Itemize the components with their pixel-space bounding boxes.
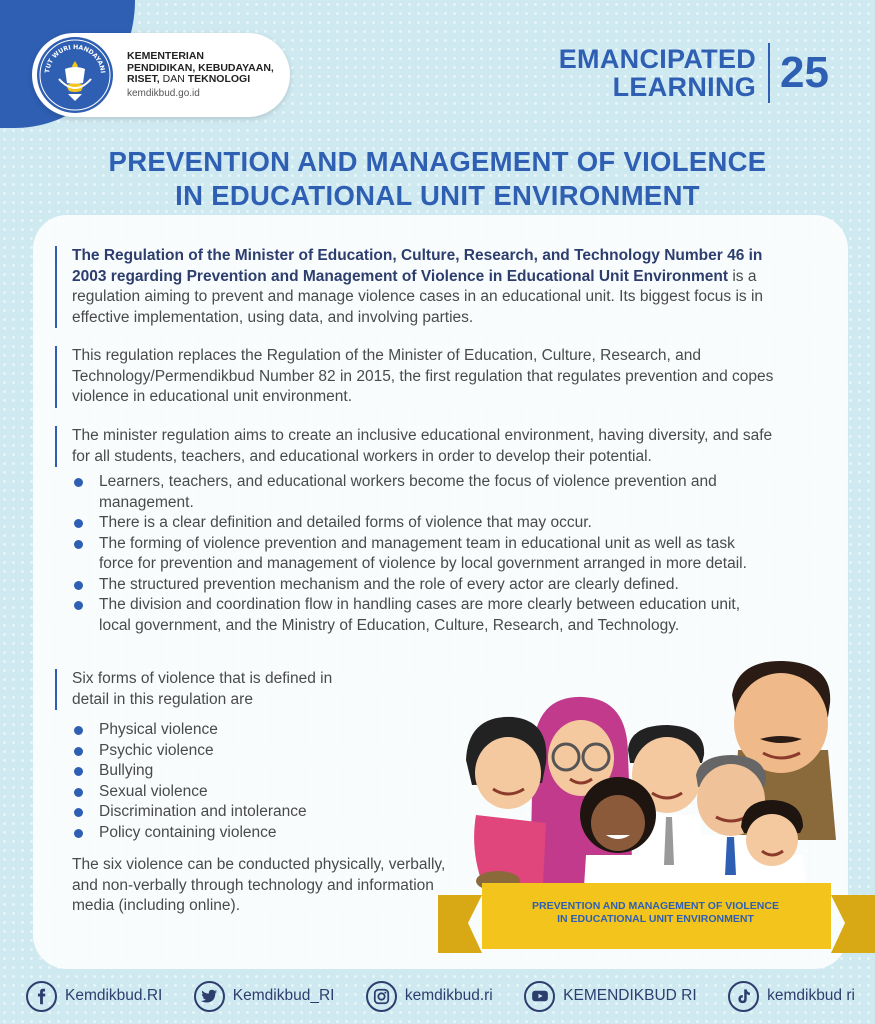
aim-paragraph: The minister regulation aims to create an inclusive educational environment, having diversity, and safe for all students, teachers, and educational workers in order to develop their potential. [55,426,792,467]
ministry-name [127,51,292,99]
youtube-icon [524,981,555,1012]
intro-paragraph [55,246,792,328]
list-item [72,575,772,596]
bullet-icon [74,540,83,549]
ministry-logo[interactable] [32,33,290,117]
bullet-icon [74,829,83,838]
aim-text: The forming of violence prevention and management team in educational unit as well as task force for prevention and management of violence by local government arranged in more detail. [99,534,747,572]
small-girl-figure [740,800,806,887]
banner-title [484,900,827,926]
banner-line2: IN EDUCATIONAL UNIT ENVIRONMENT [557,913,754,925]
facebook-link[interactable] [26,981,162,1012]
list-item [72,782,412,803]
bullet-icon [74,519,83,528]
instagram-handle: kemdikbud.ri [404,987,493,1004]
series-title-line2: LEARNING [612,72,757,102]
aim-text: There is a clear definition and detailed forms of violence that may occur. [99,514,592,531]
regulation-name: The Regulation of the Minister of Education, Culture, Research, and Technology Number 46 in 2003 regarding Prevention and Management of Violence in Educational Unit Environment [72,247,763,285]
list-item [72,720,412,741]
form-text: Policy containing violence [99,823,277,841]
list-item [72,741,412,762]
aim-text: Learners, teachers, and educational workers become the focus of violence prevention and management. [99,473,717,511]
series-title-line1: EMANCIPATED [558,44,757,74]
list-item [72,823,412,844]
ministry-line-3a: RISET, [127,73,160,85]
emblem-motto: TUT WURI HANDAYANI [44,43,106,74]
series-label [559,43,829,103]
bullet-icon [74,581,83,590]
curly-boy-figure [580,777,656,887]
page-title-line1: PREVENTION AND MANAGEMENT OF VIOLENCE [108,146,767,177]
aim-text: The division and coordination flow in handling cases are more clearly between education unit, local government, and the Ministry of Education, Culture, Research, and Technology. [99,596,741,634]
forms-intro: Six forms of violence that is defined in detail in this regulation are [55,669,362,710]
intro-text: is a regulation aiming to prevent and manage violence cases in an educational unit. Its biggest focus is in effective implementation, using data, and involving parties. [72,267,764,326]
ministry-line-3 [127,74,292,86]
aims-list [72,472,772,636]
replacement-paragraph: This regulation replaces the Regulation of the Minister of Education, Culture, Research, and Technology/Permendikbud Number 82 in 2015, the first regulation that regulates prevention and copes violence in educational unit environment. [55,346,792,408]
instagram-icon [366,981,397,1012]
series-title [559,45,756,101]
closing-paragraph: The six violence can be conducted physically, verbally, and non-verbally through technology and information media (including online). [72,856,446,914]
series-divider [768,43,770,103]
forms-list [72,720,412,843]
page-title [0,145,875,213]
list-item [72,761,412,782]
form-text: Bullying [99,762,154,779]
bullet-icon [74,747,83,756]
list-item [72,534,772,575]
youtube-link[interactable] [524,981,697,1012]
twitter-icon [194,981,225,1012]
twitter-handle: Kemdikbud_RI [232,987,335,1004]
episode-number: 25 [780,48,829,97]
facebook-handle: Kemdikbud.RI [65,987,163,1004]
form-text: Discrimination and intolerance [99,803,307,820]
facebook-icon [26,981,57,1012]
ministry-line-3c: TEKNOLOGI [187,73,251,85]
ministry-website[interactable]: kemdikbud.go.id [127,87,200,99]
tiktok-link[interactable] [728,981,855,1012]
form-text: Psychic violence [99,741,214,759]
bullet-icon [74,767,83,776]
ministry-line-2: PENDIDIKAN, KEBUDAYAAN, [127,61,274,74]
youtube-handle: KEMENDIKBUD RI [563,987,697,1004]
form-text: Sexual violence [99,782,208,800]
bullet-icon [74,788,83,797]
bullet-icon [74,478,83,487]
ministry-line-3b: DAN [162,73,185,85]
bullet-icon [74,808,83,817]
list-item [72,802,412,823]
ministry-line-1: KEMENTERIAN [127,50,205,62]
tiktok-icon [728,981,759,1012]
banner-line1: PREVENTION AND MANAGEMENT OF VIOLENCE [532,900,779,912]
instagram-link[interactable] [366,981,493,1012]
tut-wuri-handayani-emblem-icon [35,35,115,115]
twitter-link[interactable] [194,981,335,1012]
bullet-icon [74,726,83,735]
social-footer [26,979,855,1013]
list-item [72,472,772,513]
page-title-line2: IN EDUCATIONAL UNIT ENVIRONMENT [175,180,700,211]
aim-text: The structured prevention mechanism and the role of every actor are clearly defined. [99,575,679,593]
list-item [72,595,772,636]
list-item [72,513,772,534]
tiktok-handle: kemdikbud ri [767,987,855,1004]
bullet-icon [74,601,83,610]
form-text: Physical violence [99,721,218,738]
